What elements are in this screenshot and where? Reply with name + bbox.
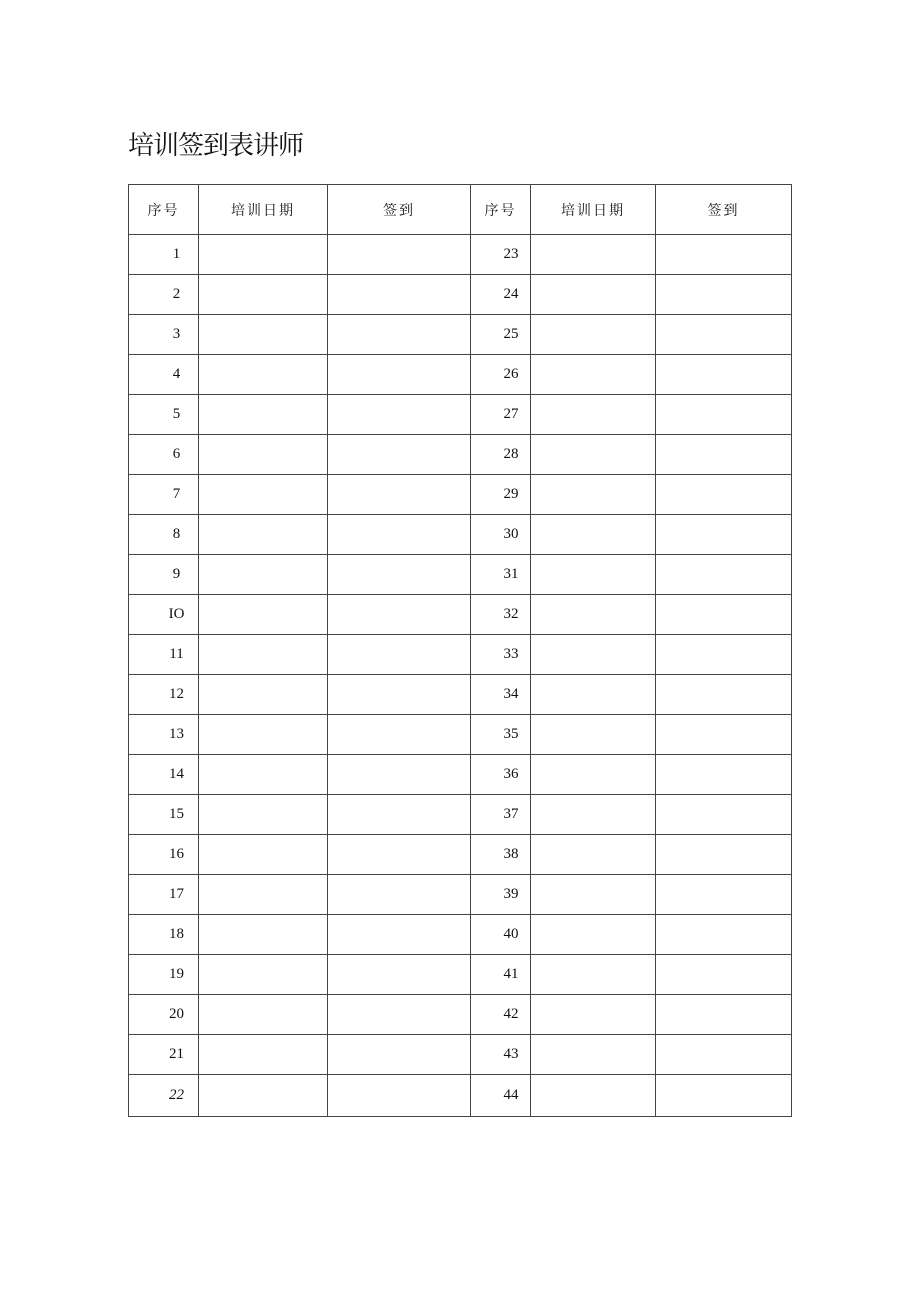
date-left-cell[interactable] [199, 595, 328, 635]
sign-left-cell[interactable] [328, 555, 471, 595]
sign-left-cell[interactable] [328, 955, 471, 995]
table-row [129, 995, 792, 1035]
table-row [129, 235, 792, 275]
seq-left-cell: 7 [129, 475, 199, 515]
seq-left-cell: 2 [129, 275, 199, 315]
table-row [129, 915, 792, 955]
seq-left-cell: 21 [129, 1035, 199, 1075]
sign-left-cell[interactable] [328, 235, 471, 275]
page-title: 培训签到表讲师 [128, 131, 304, 161]
date-left-cell[interactable] [199, 475, 328, 515]
seq-left-cell: 11 [129, 635, 199, 675]
header-seq-left: 序号 [129, 185, 199, 235]
table-row [129, 355, 792, 395]
sign-left-cell[interactable] [328, 315, 471, 355]
sign-right-cell[interactable] [656, 835, 792, 875]
seq-right-cell: 43 [471, 1035, 531, 1075]
seq-left-cell: 19 [129, 955, 199, 995]
date-left-cell[interactable] [199, 635, 328, 675]
sign-left-cell[interactable] [328, 395, 471, 435]
seq-right-cell: 27 [471, 395, 531, 435]
sign-left-cell[interactable] [328, 1035, 471, 1075]
seq-right-cell: 36 [471, 755, 531, 795]
table-row [129, 475, 792, 515]
table-row [129, 955, 792, 995]
seq-left-cell: 20 [129, 995, 199, 1035]
date-right-cell[interactable] [531, 355, 656, 395]
date-left-cell[interactable] [199, 755, 328, 795]
seq-right-cell: 37 [471, 795, 531, 835]
sign-left-cell[interactable] [328, 915, 471, 955]
seq-left-cell: 9 [129, 555, 199, 595]
date-right-cell[interactable] [531, 595, 656, 635]
sign-right-cell[interactable] [656, 435, 792, 475]
table-row [129, 835, 792, 875]
date-left-cell[interactable] [199, 515, 328, 555]
table-row [129, 315, 792, 355]
date-right-cell[interactable] [531, 555, 656, 595]
header-date-right: 培训日期 [531, 185, 656, 235]
table-row [129, 635, 792, 675]
sign-left-cell[interactable] [328, 675, 471, 715]
date-right-cell[interactable] [531, 435, 656, 475]
seq-left-cell: 5 [129, 395, 199, 435]
sign-right-cell[interactable] [656, 395, 792, 435]
sign-left-cell[interactable] [328, 275, 471, 315]
date-right-cell[interactable] [531, 915, 656, 955]
seq-right-cell: 33 [471, 635, 531, 675]
sign-right-cell[interactable] [656, 515, 792, 555]
sign-left-cell[interactable] [328, 355, 471, 395]
seq-right-cell: 31 [471, 555, 531, 595]
date-right-cell[interactable] [531, 635, 656, 675]
sign-right-cell[interactable] [656, 275, 792, 315]
date-left-cell[interactable] [199, 835, 328, 875]
table-row [129, 515, 792, 555]
table-row [129, 715, 792, 755]
date-right-cell[interactable] [531, 235, 656, 275]
header-seq-right: 序号 [471, 185, 531, 235]
seq-right-cell: 29 [471, 475, 531, 515]
seq-right-cell: 44 [471, 1075, 531, 1117]
sign-right-cell[interactable] [656, 235, 792, 275]
date-left-cell[interactable] [199, 395, 328, 435]
seq-left-cell: 1 [129, 235, 199, 275]
seq-right-cell: 39 [471, 875, 531, 915]
sign-right-cell[interactable] [656, 755, 792, 795]
date-left-cell[interactable] [199, 435, 328, 475]
seq-right-cell: 28 [471, 435, 531, 475]
sign-left-cell[interactable] [328, 715, 471, 755]
seq-left-cell: 3 [129, 315, 199, 355]
date-right-cell[interactable] [531, 1075, 656, 1117]
date-left-cell[interactable] [199, 715, 328, 755]
seq-left-cell: 18 [129, 915, 199, 955]
table-row [129, 275, 792, 315]
date-right-cell[interactable] [531, 835, 656, 875]
date-right-cell[interactable] [531, 755, 656, 795]
sign-right-cell[interactable] [656, 715, 792, 755]
table-row [129, 795, 792, 835]
sign-left-cell[interactable] [328, 595, 471, 635]
date-left-cell[interactable] [199, 275, 328, 315]
seq-right-cell: 42 [471, 995, 531, 1035]
seq-left-cell: 12 [129, 675, 199, 715]
sign-right-cell[interactable] [656, 875, 792, 915]
table-row [129, 875, 792, 915]
sign-right-cell[interactable] [656, 995, 792, 1035]
date-right-cell[interactable] [531, 675, 656, 715]
date-right-cell[interactable] [531, 795, 656, 835]
sign-right-cell[interactable] [656, 555, 792, 595]
seq-right-cell: 41 [471, 955, 531, 995]
seq-left-cell: 14 [129, 755, 199, 795]
sign-right-cell[interactable] [656, 315, 792, 355]
table-body [129, 235, 792, 1117]
date-right-cell[interactable] [531, 395, 656, 435]
sign-left-cell[interactable] [328, 875, 471, 915]
sign-right-cell[interactable] [656, 1035, 792, 1075]
date-left-cell[interactable] [199, 915, 328, 955]
date-right-cell[interactable] [531, 955, 656, 995]
date-right-cell[interactable] [531, 875, 656, 915]
seq-right-cell: 32 [471, 595, 531, 635]
date-left-cell[interactable] [199, 315, 328, 355]
sign-left-cell[interactable] [328, 635, 471, 675]
date-left-cell[interactable] [199, 1075, 328, 1117]
seq-right-cell: 26 [471, 355, 531, 395]
table-row [129, 755, 792, 795]
date-left-cell[interactable] [199, 795, 328, 835]
sign-right-cell[interactable] [656, 915, 792, 955]
sign-right-cell[interactable] [656, 475, 792, 515]
seq-right-cell: 30 [471, 515, 531, 555]
sign-right-cell[interactable] [656, 635, 792, 675]
date-right-cell[interactable] [531, 275, 656, 315]
table-row [129, 395, 792, 435]
date-left-cell[interactable] [199, 555, 328, 595]
date-left-cell[interactable] [199, 235, 328, 275]
table-row [129, 555, 792, 595]
table-row [129, 1075, 792, 1117]
date-left-cell[interactable] [199, 955, 328, 995]
sign-left-cell[interactable] [328, 795, 471, 835]
date-left-cell[interactable] [199, 995, 328, 1035]
seq-left-cell: 8 [129, 515, 199, 555]
sign-left-cell[interactable] [328, 475, 471, 515]
date-left-cell[interactable] [199, 675, 328, 715]
date-left-cell[interactable] [199, 875, 328, 915]
table-row [129, 1035, 792, 1075]
sign-right-cell[interactable] [656, 675, 792, 715]
seq-left-cell: 22 [129, 1075, 199, 1117]
date-right-cell[interactable] [531, 995, 656, 1035]
sign-right-cell[interactable] [656, 955, 792, 995]
seq-left-cell: 17 [129, 875, 199, 915]
table-row [129, 595, 792, 635]
date-left-cell[interactable] [199, 355, 328, 395]
date-right-cell[interactable] [531, 1035, 656, 1075]
sign-right-cell[interactable] [656, 1075, 792, 1117]
sign-left-cell[interactable] [328, 1075, 471, 1117]
table-row [129, 435, 792, 475]
seq-left-cell: 13 [129, 715, 199, 755]
table-row [129, 675, 792, 715]
header-sign-left: 签到 [328, 185, 471, 235]
seq-right-cell: 35 [471, 715, 531, 755]
sign-left-cell[interactable] [328, 835, 471, 875]
sign-left-cell[interactable] [328, 515, 471, 555]
seq-left-cell: 4 [129, 355, 199, 395]
date-right-cell[interactable] [531, 475, 656, 515]
seq-left-cell: 16 [129, 835, 199, 875]
sign-left-cell[interactable] [328, 755, 471, 795]
seq-right-cell: 25 [471, 315, 531, 355]
header-sign-right: 签到 [656, 185, 792, 235]
date-right-cell[interactable] [531, 715, 656, 755]
seq-left-cell: IO [129, 595, 199, 635]
sign-right-cell[interactable] [656, 595, 792, 635]
sign-left-cell[interactable] [328, 435, 471, 475]
seq-right-cell: 40 [471, 915, 531, 955]
header-row [129, 185, 792, 235]
seq-right-cell: 23 [471, 235, 531, 275]
date-right-cell[interactable] [531, 515, 656, 555]
sign-right-cell[interactable] [656, 795, 792, 835]
seq-right-cell: 34 [471, 675, 531, 715]
seq-left-cell: 15 [129, 795, 199, 835]
header-date-left: 培训日期 [199, 185, 328, 235]
seq-right-cell: 38 [471, 835, 531, 875]
seq-left-cell: 6 [129, 435, 199, 475]
date-right-cell[interactable] [531, 315, 656, 355]
sign-right-cell[interactable] [656, 355, 792, 395]
seq-right-cell: 24 [471, 275, 531, 315]
sign-left-cell[interactable] [328, 995, 471, 1035]
sign-in-table [128, 184, 792, 1117]
date-left-cell[interactable] [199, 1035, 328, 1075]
